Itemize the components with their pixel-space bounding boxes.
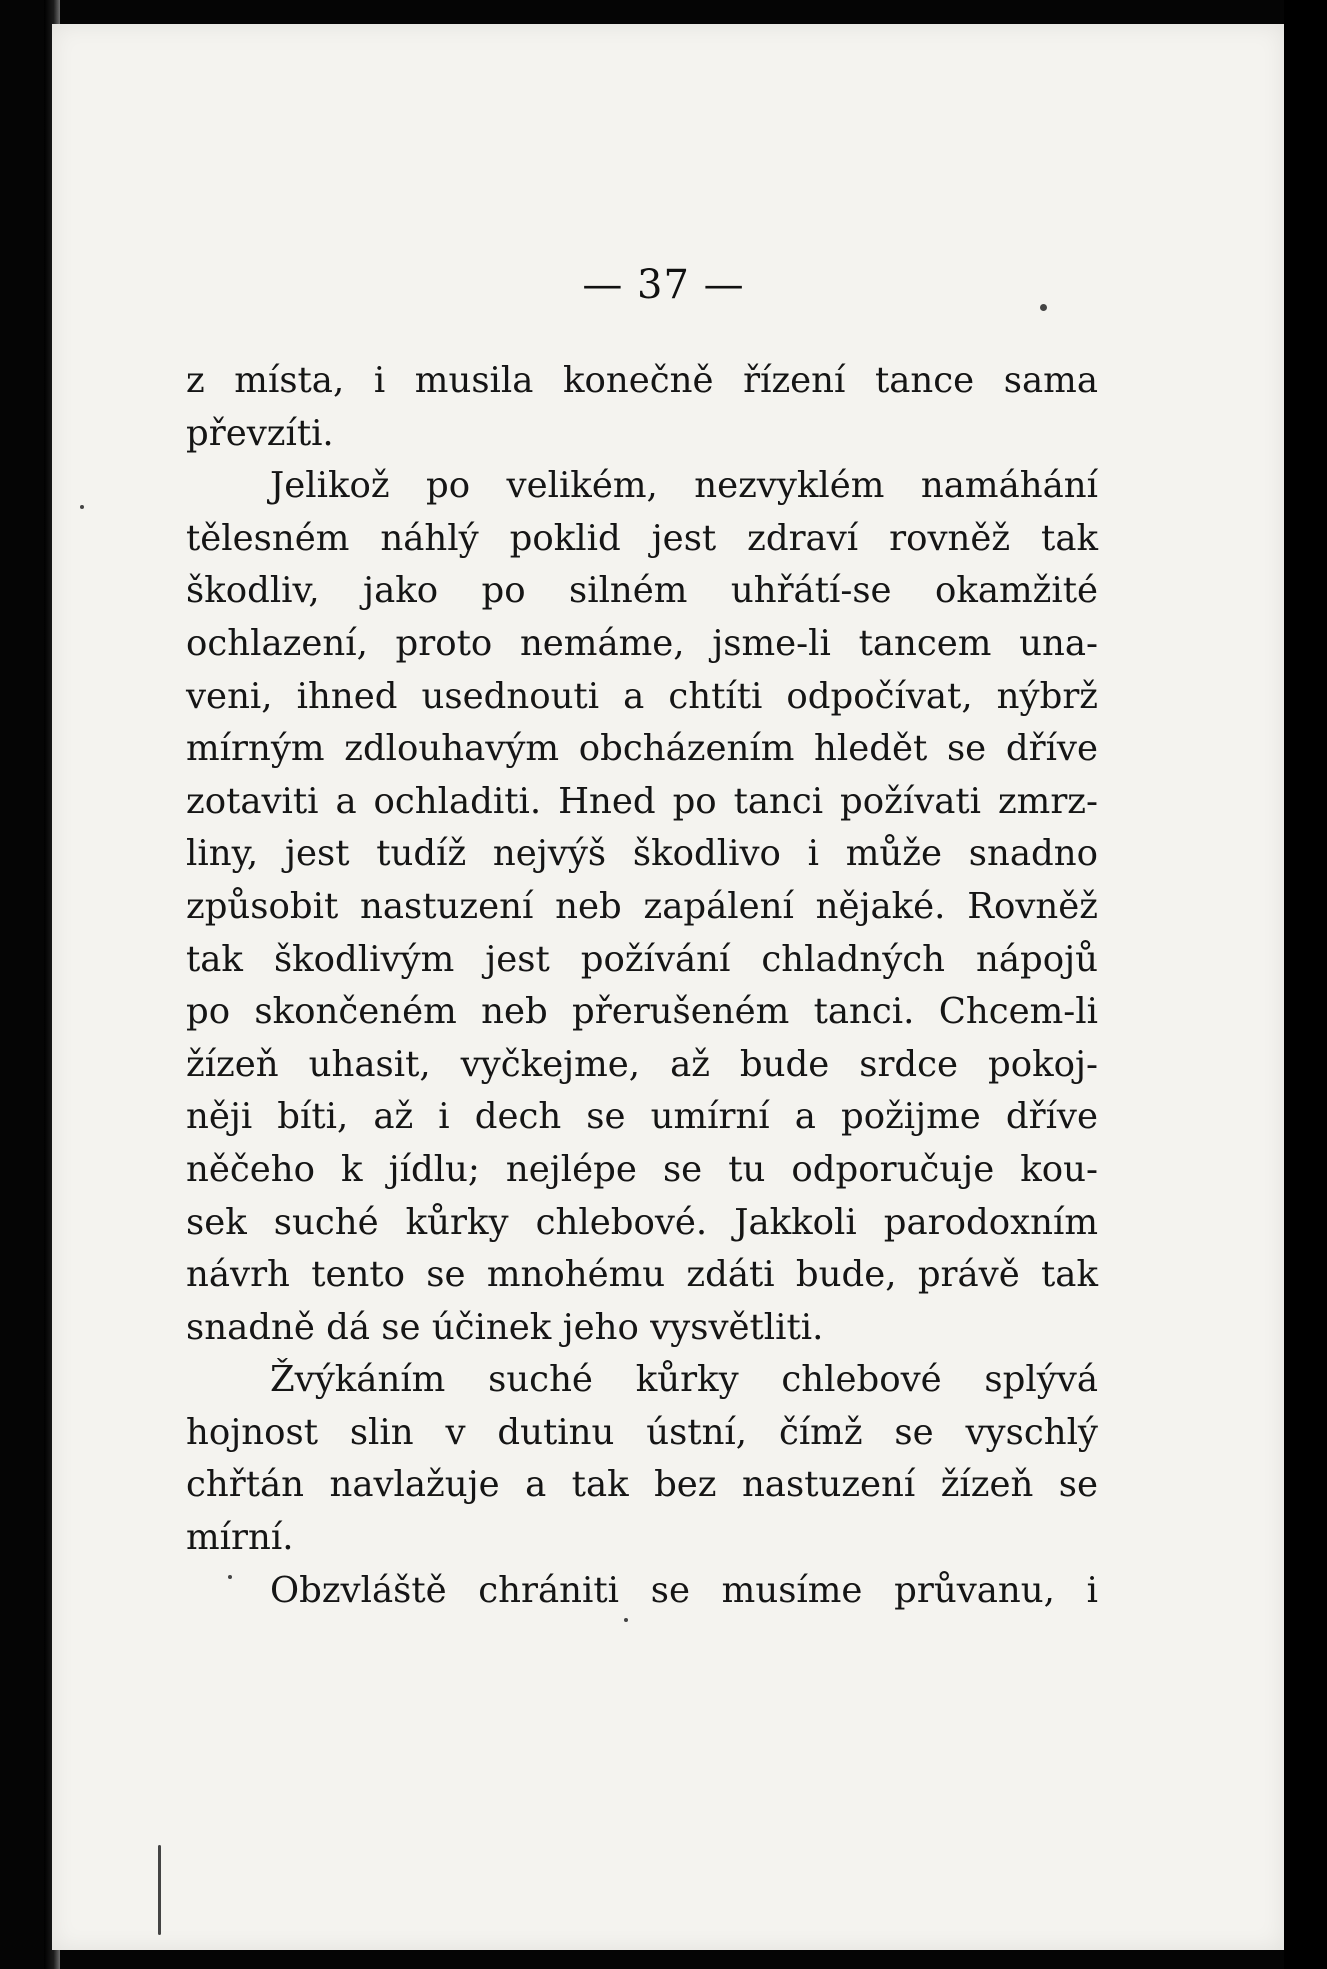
text-line: tak škodlivým jest požívání chladných nápojů bbox=[186, 938, 1098, 980]
text-line: z místa, i musila konečně řízení tance sama bbox=[186, 360, 1098, 401]
text-line: převzíti. bbox=[186, 412, 334, 454]
text-line: škodliv, jako po silném uhřátí-se okamžité bbox=[186, 570, 1098, 612]
text-line: sek suché kůrky chlebové. Jakkoli parodoxním bbox=[186, 1201, 1098, 1243]
text-line: návrh tento se mnohému zdáti bude, právě tak bbox=[186, 1254, 1098, 1296]
text-line: žízeň uhasit, vyčkejme, až bude srdce pokoj- bbox=[186, 1043, 1098, 1085]
text-line: tělesném náhlý poklid jest zdraví rovněž tak bbox=[186, 517, 1098, 559]
text-line: snadně dá se účinek jeho vysvětliti. bbox=[186, 1306, 824, 1348]
text-line: způsobit nastuzení neb zapálení nějaké. Rovněž bbox=[186, 885, 1098, 927]
text-line: Jelikož po velikém, nezvyklém namáhání bbox=[270, 465, 1098, 507]
text-line: liny, jest tudíž nejvýš škodlivo i může snadno bbox=[186, 833, 1098, 875]
paper-speck bbox=[80, 505, 84, 509]
text-line: Žvýkáním suché kůrky chlebové splývá bbox=[270, 1359, 1098, 1401]
text-line: hojnost slin v dutinu ústní, čímž se vyschlý bbox=[186, 1411, 1098, 1453]
text-line: mírní. bbox=[186, 1517, 294, 1559]
text-line: mírným zdlouhavým obcházením hledět se dříve bbox=[186, 728, 1098, 770]
page-text bbox=[186, 355, 1098, 1617]
paper-speck bbox=[158, 1845, 161, 1935]
text-line: po skončeném neb přerušeném tanci. Chcem-li bbox=[186, 991, 1098, 1033]
text-line: něji bíti, až i dech se umírní a požijme dříve bbox=[186, 1096, 1098, 1138]
paper-speck bbox=[1040, 304, 1047, 311]
text-line: zotaviti a ochladiti. Hned po tanci požívati zmrz- bbox=[186, 780, 1098, 822]
text-line: veni, ihned usednouti a chtíti odpočívat, nýbrž bbox=[186, 675, 1098, 717]
text-line: chřtán navlažuje a tak bez nastuzení žízeň se bbox=[186, 1464, 1098, 1506]
text-line: Obzvláště chrániti se musíme průvanu, i bbox=[270, 1569, 1098, 1611]
text-line: něčeho k jídlu; nejlépe se tu odporučuje kou- bbox=[186, 1148, 1098, 1190]
page-number: — 37 — bbox=[582, 262, 745, 308]
text-line: ochlazení, proto nemáme, jsme-li tancem una- bbox=[186, 622, 1098, 664]
paper-speck bbox=[228, 1575, 232, 1579]
paper-speck bbox=[624, 1618, 628, 1622]
